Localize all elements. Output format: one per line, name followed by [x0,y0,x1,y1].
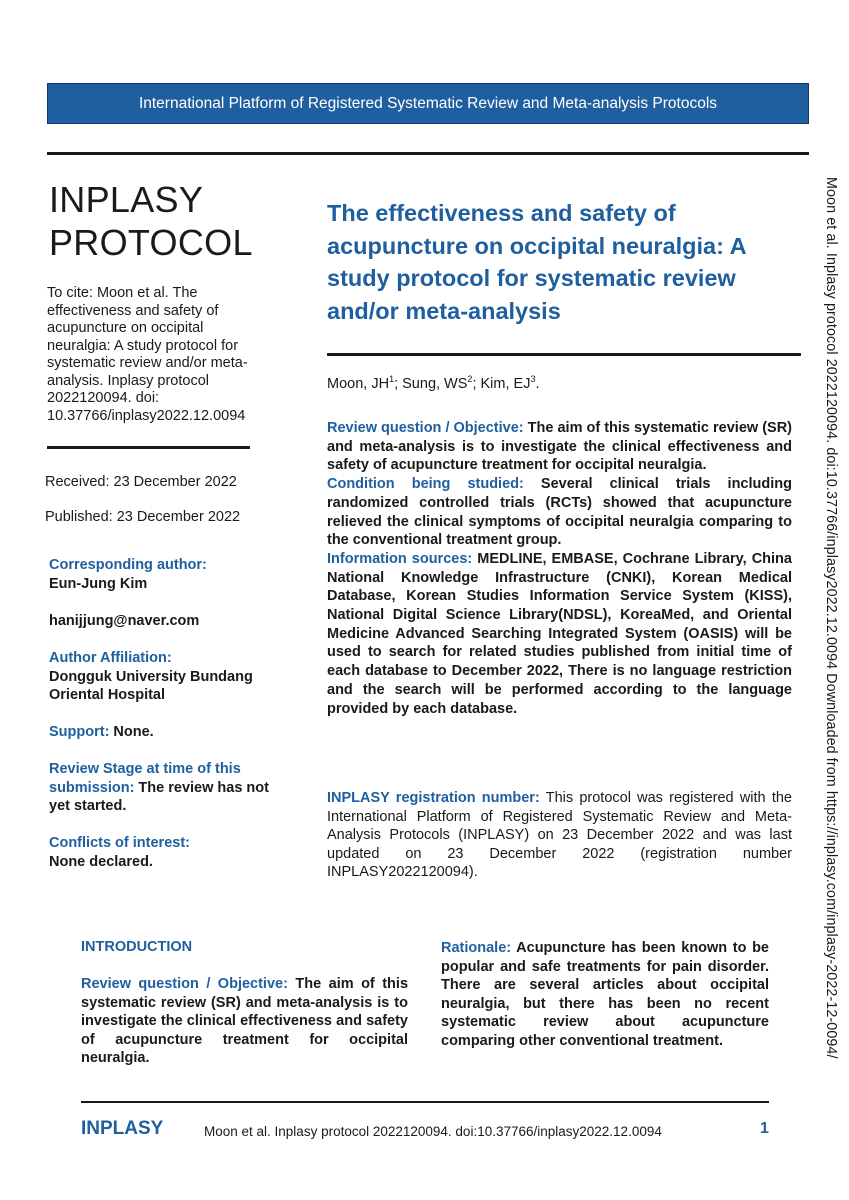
conflicts-value: None declared. [49,853,153,870]
abstract-objective [327,419,792,475]
author-affiliation-number: 2 [467,374,473,384]
author-separator: ; [394,375,403,392]
registration-text: This protocol was registered with the International Platform of Registered Systematic Review and Meta-Analysis Protocols (INPLASY) on 23 December 2022 and was last updated on 23 December 2022 (registration number INPLASY2022120094). [327,790,792,880]
published-date: Published: 23 December 2022 [45,509,241,525]
abstract [327,419,792,718]
author-list [327,374,540,392]
review-stage [49,760,281,816]
affiliation-label: Author Affiliation: [49,650,172,666]
citation: To cite: Moon et al. The effectiveness and safety of acupuncture on occipital neuralgia: A study protocol for systematic review and/or meta-analysis. Inplasy protocol 2022120094. doi: 10.37766/inplasy2022.12.0094 [47,285,248,424]
conflicts-label: Conflicts of interest: [49,835,190,851]
registration-info [327,789,792,882]
conflicts-of-interest [49,834,279,871]
author-affiliation-number: 1 [389,374,395,384]
protocol-brand [49,178,253,264]
abstract-condition [327,475,792,550]
paper-title: The effectiveness and safety of acupuncture on occipital neuralgia: A study protocol for systematic review and/or meta-analysis [327,200,746,324]
author-name: Sung, WS [402,375,468,392]
review-stage-label: Review Stage at time of this submission: [49,761,241,796]
title-divider [327,353,801,356]
abstract-sources-text: MEDLINE, EMBASE, Cochrane Library, China National Knowledge Infrastructure (CNKI), Korean Medical Database, Korean Studies Information Service System (KISS), National Digital Science Library(NDSL), KoreaMed, and Oriental Medicine Advanced Searching Integrated System (OASIS) will be used to search for related studies published from initial time of each database to December 2022, There is no language restriction and the search will be performed according to the language provided by each database. [327,550,792,717]
support-label: Support: [49,724,110,740]
corresponding-author [49,556,279,593]
abstract-sources [327,550,792,718]
author-email[interactable]: hanijjung@naver.com [49,613,200,629]
download-side-note: Moon et al. Inplasy protocol 2022120094. doi:10.37766/inplasy2022.12.0094 Downloaded from https://inplasy.com/inplasy-2022-12-0094/ [823,177,839,1059]
brand-line-2: PROTOCOL [49,222,253,263]
abstract-condition-label: Condition being studied: [327,476,524,493]
author-name: Kim, EJ [480,375,531,392]
support-value: None. [109,724,154,740]
footer-citation: Moon et al. Inplasy protocol 2022120094. doi:10.37766/inplasy2022.12.0094 [204,1124,662,1139]
introduction-heading: INTRODUCTION [81,939,193,955]
support [49,723,279,742]
author-separator: . [535,375,540,392]
author-affiliation [49,649,279,705]
rationale-text: Acupuncture has been known to be popular and safe treatments for pain disorder. There are several articles about occipital neuralgia, but there has been no recent systematic review about acupuncture comparing other conventional treatment. [441,940,769,1049]
received-date: Received: 23 December 2022 [45,474,237,490]
footer-divider [81,1101,769,1103]
platform-banner [47,83,809,124]
introduction-objective [81,975,408,1068]
corresponding-author-name: Eun-Jung Kim [49,575,148,592]
registration-label: INPLASY registration number: [327,790,540,806]
introduction-objective-label: Review question / Objective: [81,976,288,992]
abstract-sources-label: Information sources: [327,550,473,567]
author-affiliation-number: 3 [530,374,536,384]
rationale-label: Rationale: [441,940,512,956]
brand-line-1: INPLASY [49,179,204,220]
banner-text: International Platform of Registered Systematic Review and Meta-analysis Protocols [138,94,718,112]
page-number: 1 [760,1120,769,1137]
introduction-rationale [441,939,769,1051]
introduction-objective-text: The aim of this systematic review (SR) and meta-analysis is to investigate the clinical effectiveness and safety of acupuncture treatment for occipital neuralgia. [81,976,409,1067]
abstract-objective-text: The aim of this systematic review (SR) and meta-analysis is to investigate the clinical effectiveness and safety of acupuncture treatment for occipital neuralgia. [327,420,792,474]
author-name: Moon, JH [327,375,390,392]
corresponding-author-label: Corresponding author: [49,557,207,573]
footer-brand: INPLASY [81,1118,164,1139]
affiliation-value: Dongguk University Bundang Oriental Hospital [49,668,253,703]
top-divider [47,152,809,155]
abstract-objective-label: Review question / Objective: [327,420,524,436]
abstract-condition-text: Several clinical trials including randomized controlled trials (RCTs) showed that acupuncture relieved the clinical symptoms of occipital neuralgia comparing to the conventional treatment group. [327,476,792,549]
author-separator: ; [472,375,481,392]
left-divider [47,446,250,449]
review-stage-value: The review has not yet started. [49,779,269,814]
